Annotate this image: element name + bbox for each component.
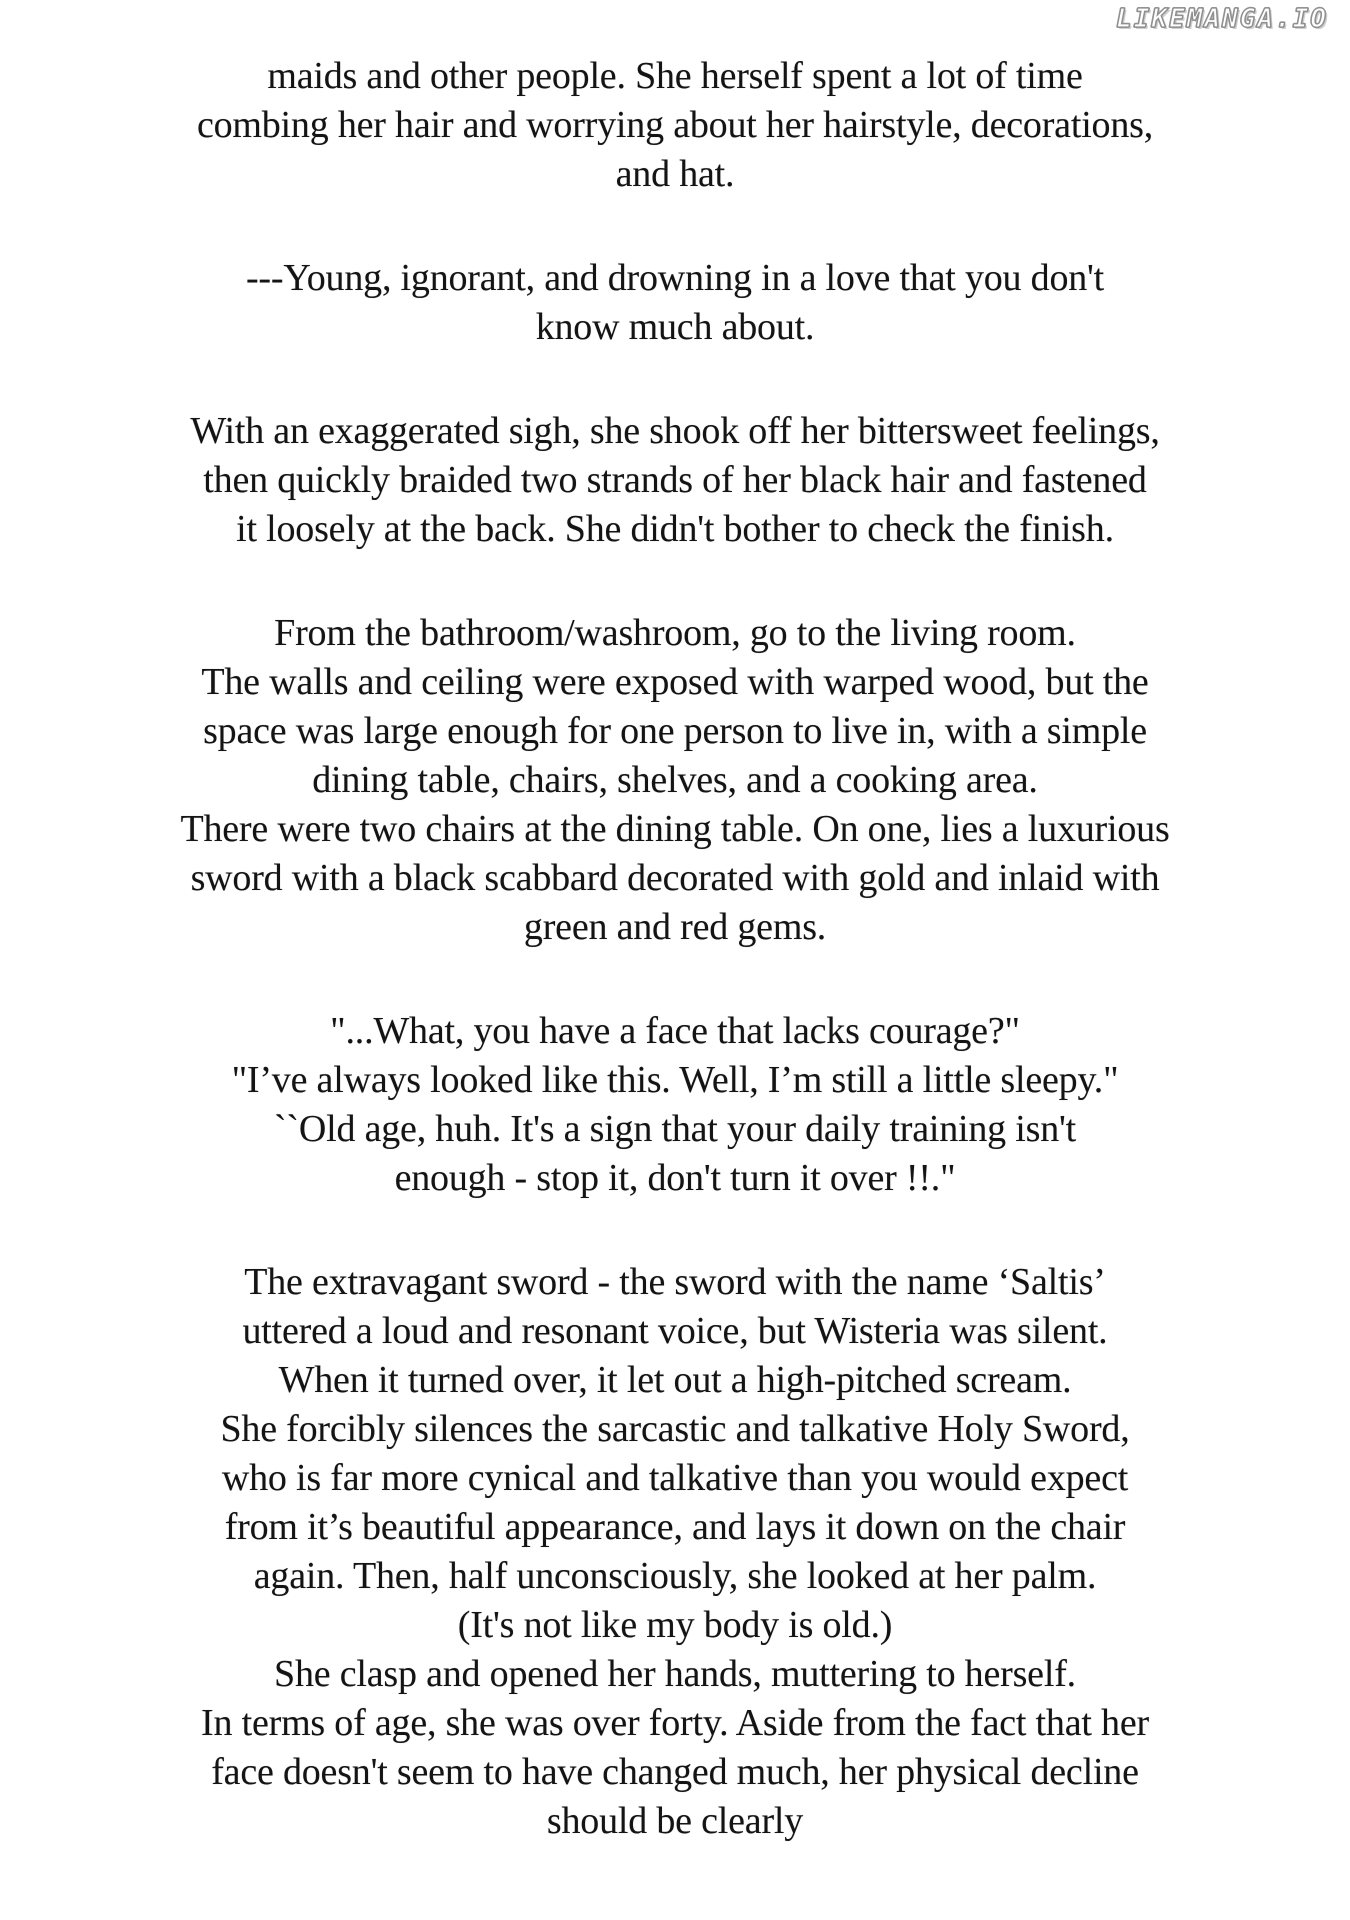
text-line: "I’ve always looked like this. Well, I’m still a little sleepy." [231, 1059, 1119, 1101]
text-line: uttered a loud and resonant voice, but Wisteria was silent. [242, 1310, 1108, 1352]
text-line: When it turned over, it let out a high-pitched scream. [278, 1359, 1072, 1401]
text-line: From the bathroom/washroom, go to the living room. [274, 612, 1076, 654]
text-line: ``Old age, huh. It's a sign that your daily training isn't [273, 1108, 1077, 1150]
paragraph [0, 254, 1350, 352]
text-line: With an exaggerated sigh, she shook off her bittersweet feelings, [190, 410, 1160, 452]
text-line: In terms of age, she was over forty. Aside from the fact that her [201, 1702, 1149, 1744]
text-line: should be clearly [546, 1800, 804, 1842]
text-line: There were two chairs at the dining table. On one, lies a luxurious [180, 808, 1170, 850]
text-line: (It's not like my body is old.) [457, 1604, 893, 1646]
text-line: "...What, you have a face that lacks courage?" [330, 1010, 1020, 1052]
text-line: it loosely at the back. She didn't bother to check the finish. [236, 508, 1114, 550]
paragraph [0, 1258, 1350, 1846]
text-line: face doesn't seem to have changed much, her physical decline [211, 1751, 1139, 1793]
text-line: combing her hair and worrying about her hairstyle, decorations, [196, 104, 1154, 146]
site-watermark: LIKEMANGA.IO [1116, 4, 1328, 34]
text-line: The walls and ceiling were exposed with warped wood, but the [201, 661, 1149, 703]
paragraph [0, 52, 1350, 199]
text-line: enough - stop it, don't turn it over !!." [394, 1157, 956, 1199]
text-line: space was large enough for one person to live in, with a simple [203, 710, 1147, 752]
text-line: from it’s beautiful appearance, and lays it down on the chair [224, 1506, 1126, 1548]
text-line: then quickly braided two strands of her black hair and fastened [203, 459, 1147, 501]
text-line: She clasp and opened her hands, muttering to herself. [274, 1653, 1076, 1695]
text-line: dining table, chairs, shelves, and a cooking area. [312, 759, 1038, 801]
text-line: and hat. [615, 153, 735, 195]
text-line: She forcibly silences the sarcastic and talkative Holy Sword, [220, 1408, 1130, 1450]
text-line: sword with a black scabbard decorated with gold and inlaid with [190, 857, 1160, 899]
text-line: know much about. [535, 306, 815, 348]
text-line: ---Young, ignorant, and drowning in a love that you don't [245, 257, 1105, 299]
text-line: who is far more cynical and talkative than you would expect [221, 1457, 1129, 1499]
story-text [0, 52, 1350, 1846]
text-line: again. Then, half unconsciously, she looked at her palm. [253, 1555, 1097, 1597]
paragraph [0, 407, 1350, 554]
text-line: maids and other people. She herself spent a lot of time [267, 55, 1083, 97]
paragraph [0, 1007, 1350, 1203]
paragraph [0, 609, 1350, 952]
text-line: green and red gems. [523, 906, 827, 948]
text-line: The extravagant sword - the sword with the name ‘Saltis’ [244, 1261, 1106, 1303]
